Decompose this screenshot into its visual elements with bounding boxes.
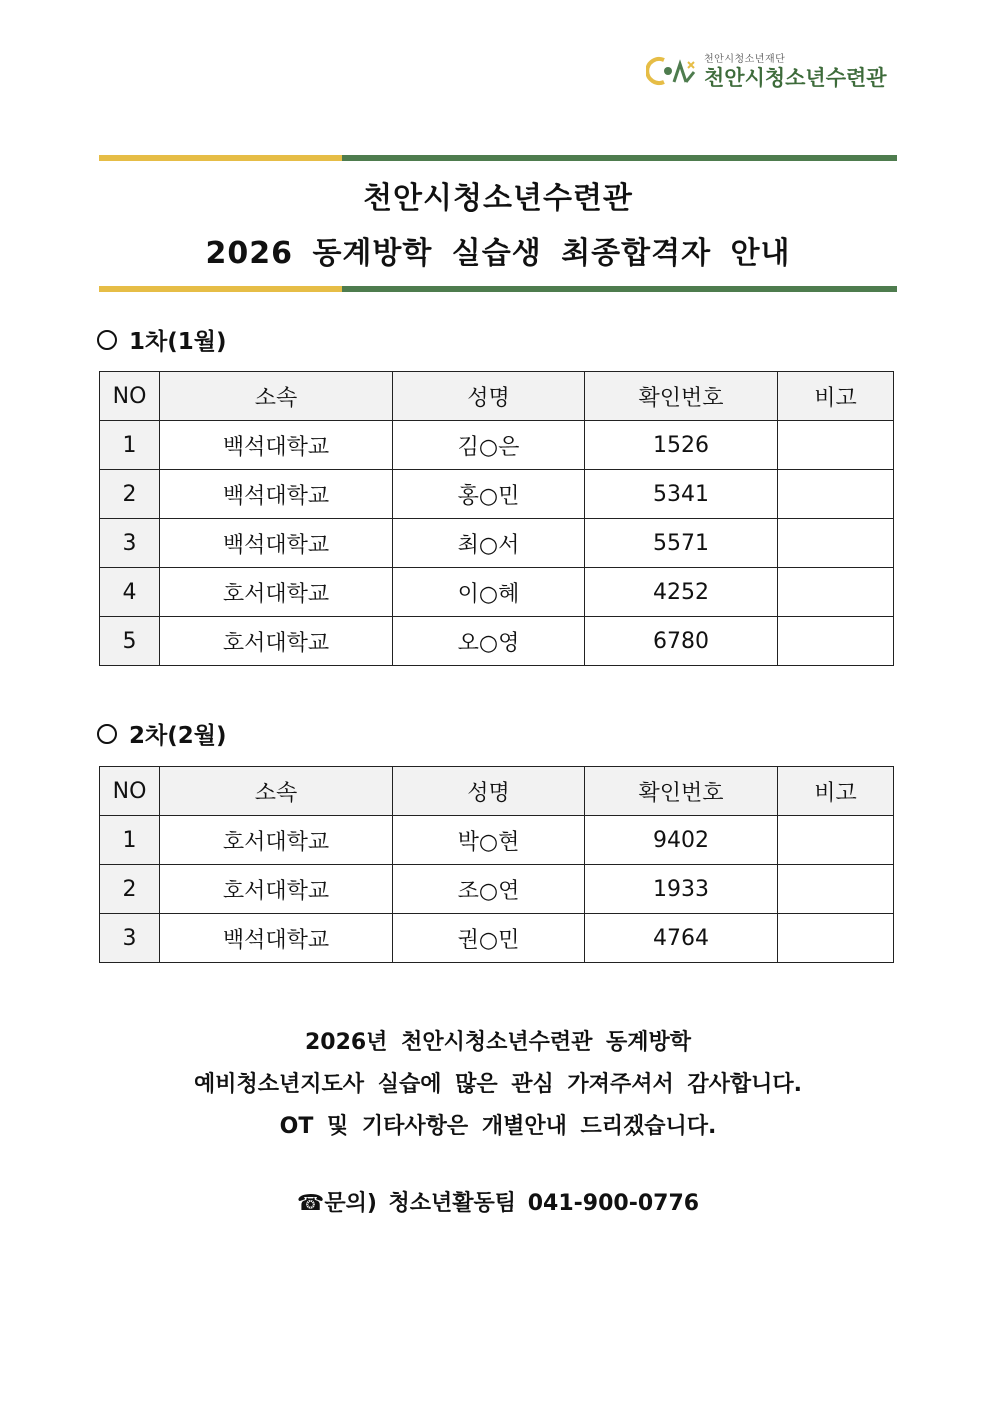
cell-code: 5571 <box>585 519 778 568</box>
cell-no: 2 <box>100 865 160 914</box>
col-header-affiliation: 소속 <box>160 767 393 816</box>
cell-no: 3 <box>100 519 160 568</box>
circle-bullet-icon <box>97 724 117 744</box>
circle-bullet-icon <box>97 330 117 350</box>
table-row <box>100 865 894 914</box>
col-header-no: NO <box>100 767 160 816</box>
cell-affiliation: 백석대학교 <box>160 421 393 470</box>
cell-no: 2 <box>100 470 160 519</box>
cell-name: 조○연 <box>393 865 585 914</box>
logo-org-text: 천안시청소년재단 <box>704 54 786 65</box>
cell-note <box>778 816 894 865</box>
cell-no: 1 <box>100 421 160 470</box>
cell-name: 오○영 <box>393 617 585 666</box>
table-header-row <box>100 767 894 816</box>
logo-mark-icon <box>646 54 700 88</box>
section-heading-2 <box>97 717 226 750</box>
table-row <box>100 568 894 617</box>
cell-name: 이○혜 <box>393 568 585 617</box>
table-header-row <box>100 372 894 421</box>
cell-code: 9402 <box>585 816 778 865</box>
notice-block <box>99 1022 897 1148</box>
cell-code: 1933 <box>585 865 778 914</box>
cell-note <box>778 519 894 568</box>
cell-no: 4 <box>100 568 160 617</box>
cell-note <box>778 421 894 470</box>
cell-name: 권○민 <box>393 914 585 963</box>
cell-affiliation: 호서대학교 <box>160 568 393 617</box>
notice-line1: 2026년 천안시청소년수련관 동계방학 <box>304 1030 692 1055</box>
cell-no: 5 <box>100 617 160 666</box>
results-table-1 <box>99 371 894 666</box>
col-header-note: 비고 <box>778 372 894 421</box>
cell-code: 5341 <box>585 470 778 519</box>
col-header-code: 확인번호 <box>585 372 778 421</box>
organization-logo <box>646 50 896 92</box>
cell-affiliation: 백석대학교 <box>160 470 393 519</box>
table-row <box>100 914 894 963</box>
notice-line2: 예비청소년지도사 실습에 많은 관심 가져주셔서 감사합니다. <box>194 1072 802 1097</box>
cell-affiliation: 호서대학교 <box>160 865 393 914</box>
cell-affiliation: 호서대학교 <box>160 816 393 865</box>
col-header-name: 성명 <box>393 767 585 816</box>
cell-code: 4764 <box>585 914 778 963</box>
page-title-line1: 천안시청소년수련관 <box>363 181 633 216</box>
title-top-rule <box>99 155 897 161</box>
col-header-affiliation: 소속 <box>160 372 393 421</box>
col-header-code: 확인번호 <box>585 767 778 816</box>
cell-no: 1 <box>100 816 160 865</box>
contact-info: ☎문의) 청소년활동팀 041-900-0776 <box>296 1191 700 1216</box>
cell-name: 홍○민 <box>393 470 585 519</box>
cell-note <box>778 470 894 519</box>
cell-name: 최○서 <box>393 519 585 568</box>
cell-affiliation: 호서대학교 <box>160 617 393 666</box>
table-row <box>100 470 894 519</box>
section-heading-1 <box>97 323 226 356</box>
table-row <box>100 816 894 865</box>
cell-note <box>778 865 894 914</box>
cell-note <box>778 914 894 963</box>
table-row <box>100 421 894 470</box>
col-header-name: 성명 <box>393 372 585 421</box>
cell-name: 박○현 <box>393 816 585 865</box>
cell-code: 1526 <box>585 421 778 470</box>
section-label: 1차(1월) <box>129 329 227 355</box>
cell-affiliation: 백석대학교 <box>160 519 393 568</box>
cell-note <box>778 568 894 617</box>
logo-name: 천안시청소년수련관 <box>704 66 887 90</box>
cell-no: 3 <box>100 914 160 963</box>
results-table-2 <box>99 766 894 963</box>
table-row <box>100 617 894 666</box>
cell-name: 김○은 <box>393 421 585 470</box>
cell-code: 6780 <box>585 617 778 666</box>
col-header-no: NO <box>100 372 160 421</box>
col-header-note: 비고 <box>778 767 894 816</box>
title-bottom-rule <box>99 286 897 292</box>
table-row <box>100 519 894 568</box>
cell-code: 4252 <box>585 568 778 617</box>
section-label: 2차(2월) <box>129 723 227 749</box>
cell-affiliation: 백석대학교 <box>160 914 393 963</box>
cell-note <box>778 617 894 666</box>
notice-line3: OT 및 기타사항은 개별안내 드리겠습니다. <box>279 1114 717 1139</box>
page-title-line2: 2026 동계방학 실습생 최종합격자 안내 <box>205 236 791 271</box>
